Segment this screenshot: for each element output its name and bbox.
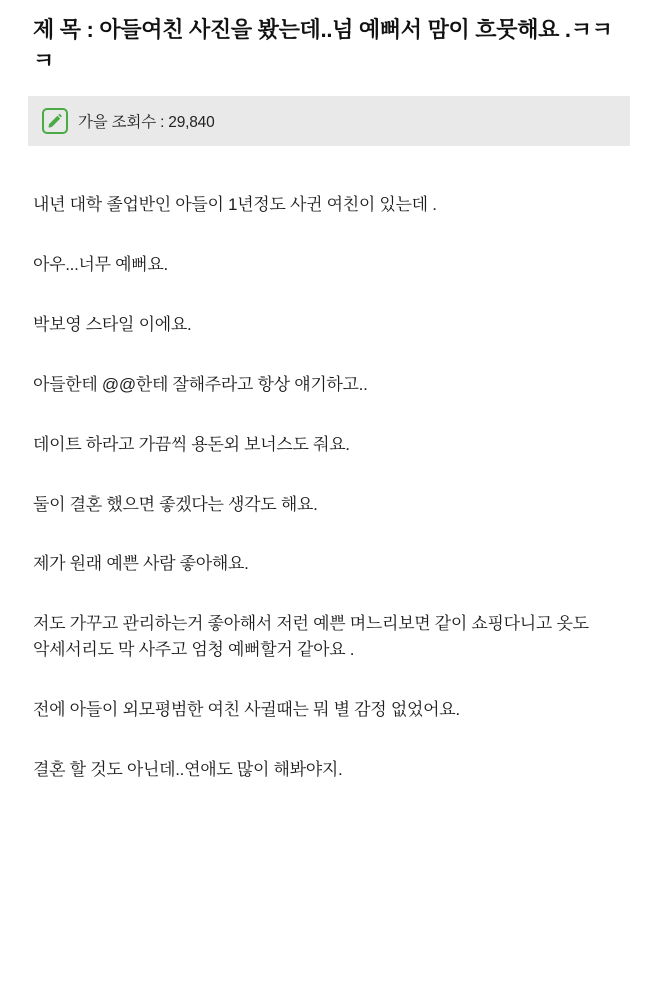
post-paragraph: 제가 원래 예쁜 사람 좋아해요. <box>33 554 249 574</box>
post-paragraph: 저도 가꾸고 관리하는거 좋아해서 저런 예쁜 며느리보면 같이 쇼핑다니고 옷도 악세서리도 막 사주고 엄청 예뻐할거 같아요 . <box>33 614 589 660</box>
page-title: 제 목 : 아들여친 사진을 봤는데..넘 예뻐서 맘이 흐뭇해요 .ㅋㅋㅋ <box>33 17 613 74</box>
post-paragraph: 둘이 결혼 했으면 좋겠다는 생각도 해요. <box>33 494 318 514</box>
post-paragraph: 데이트 하라고 가끔씩 용돈외 보너스도 줘요. <box>33 434 350 454</box>
pencil-write-icon <box>42 108 68 134</box>
post-paragraph: 전에 아들이 외모평범한 여친 사귈때는 뭐 별 감정 없었어요. <box>33 699 460 719</box>
post-paragraph: 내년 대학 졸업반인 아들이 1년정도 사귄 여친이 있는데 . <box>33 195 437 215</box>
post-paragraph: 아들한테 @@한테 잘해주라고 항상 얘기하고.. <box>33 374 368 394</box>
post-paragraph: 결혼 할 것도 아닌데..연애도 많이 해봐야지. <box>33 759 343 779</box>
post-meta-text: 가을 조회수 : 29,840 <box>78 114 215 132</box>
post-paragraph: 박보영 스타일 이에요. <box>33 315 192 335</box>
post-meta-bar <box>28 96 630 146</box>
post-body <box>0 146 658 802</box>
post-paragraph: 아우...너무 예뻐요. <box>33 255 168 275</box>
